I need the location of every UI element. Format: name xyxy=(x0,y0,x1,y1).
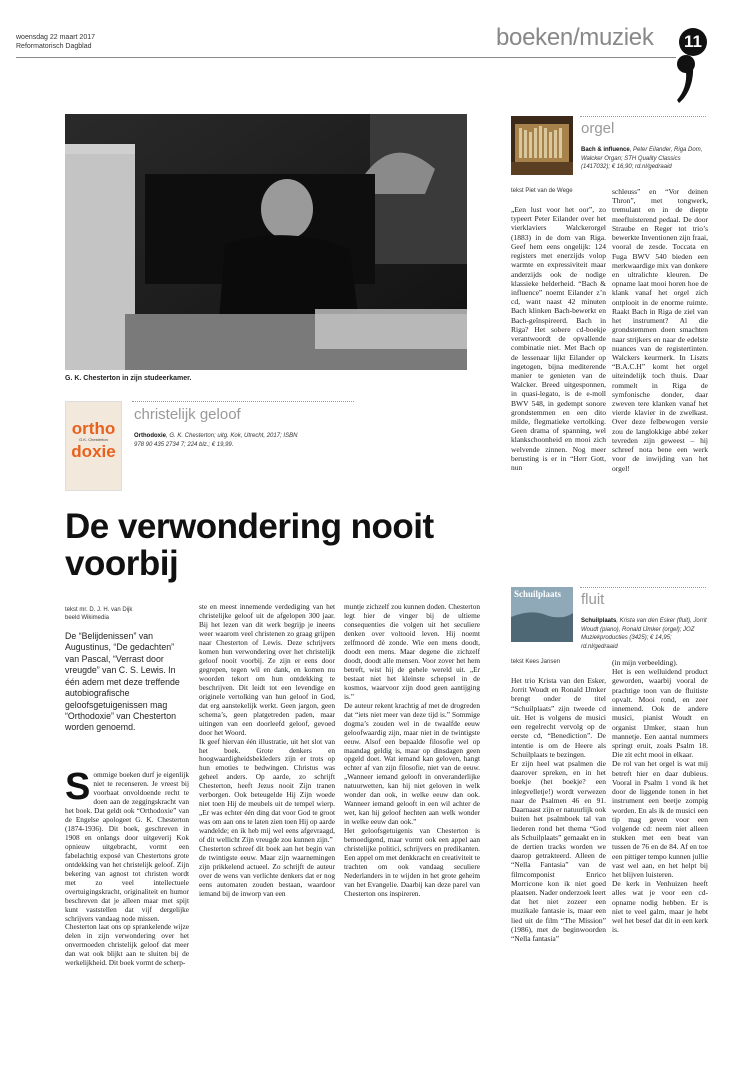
fluit-byline: tekst Kees Jansen xyxy=(511,659,561,665)
cover-title-bottom: doxie xyxy=(71,442,116,462)
fluit-cover-text: Schuilplaats xyxy=(514,589,562,599)
article-column-3: muntje zichzelf zou kunnen doden. Chesterton legt hier de vinger bij de ultieme consequenties die volgen uit het seculiere denken over voltooid leven. Hij noemt zelfmoord dé zonde. Wie een mens doodt, doodt een mens. Maar degene die zichzelf doodt, doodt alle mensen. Voor zover het hem betreft, wist hij de gehele wereld uit. „Er bestaat niet het kleinste schepsel in de kosmos, waarvoor zijn dood geen aantijging is.” De auteur rekent krachtig af met de drogreden dat “iets niet meer van deze tijd is.” Sommige dogma’s zouden wel in de twaalfde eeuw geloofwaardig zijn, maar niet in de twintigste eeuw. Alsof een bepaalde filosofie wel op maandag geldig is, maar op dinsdagen geen opgeld doet. Wat iemand kan geloven, hangt echter af van zijn filosofie, niet van de eeuw. „Wanneer iemand gelooft in onveranderlijke natuurwetten, kan hij niet geloven in welk wonder dan ook, in welke eeuw dan ook. Wanneer iemand gelooft in een wil achter de wet, kan hij geloof hechten aan welk wonder in welke eeuw dan ook.” Het geloofsgetuigenis van Chesterton is bemoedigend, maar vormt ook een appel aan christelijke politici, schrijvers en predikanten. Een appel om met denkkracht en creativiteit te trachten om ook vandaag seculiere Nederlanders in te wijden in het grote geheim van het Evangelie. Daarbij kan deze parel van Chesterton ons inspireren. xyxy=(344,603,480,898)
book-title: Orthodoxie xyxy=(134,433,167,439)
cover-title-top: ortho xyxy=(71,419,116,438)
fluit-cd-details: , Krista van den Esker (fluit), Jorrit Woudt (piano), Ronald IJmker (orgel); JOZ Muziekproducties (3425); € 14,95; rd.nl/gedraaid xyxy=(581,618,707,651)
fluit-cd-title: Schuilplaats xyxy=(581,618,617,624)
fluit-review-heading: fluit xyxy=(581,591,605,608)
fluit-cd-cover xyxy=(511,587,573,642)
book-review-rule xyxy=(132,401,354,402)
article-column-1-text: ommige boeken durf je eigenlijk niet te recenseren. Je vreest bij voorbaat onvoldoende recht te doen aan de zeggingskracht van het boek. Dat geldt ook “Orthodoxie” van de Engelse apologeet G. K. Chesterton (1874-1936). Dit boek, geschreven in 1908 en onlangs door uitgeverij Kok opnieuw uitgebracht, vormt een fabelachtig exposé van Chestertons grote ontdekking van het christelijk geloof. Zijn bekering van agnost tot christen wordt met zo veel intellectuele overtuigingskracht, originaliteit en humor beschreven dat je alleen maar met spijt kunt vaststellen dat vijf dergelijke schrijvers vandaag node missen. Chesterton laat ons op sprankelende wijze delen in zijn verwondering over het onvermoeden christelijk geloof dat meer dan wat ook blijkt aan te sluiten bij de werkelijkheid. Dit boek vormt de scherp- xyxy=(65,771,189,968)
page-number: 11 xyxy=(679,28,707,56)
orgel-column-2: schleuss” en “Vor deinen Thron”, met tongwerk, tremulant en in de diepte meefluisterend pedaal. De door Straube en Reger tot trio’s bewerkte Inventionen zijn fraai, vooral de zesde. Toccata en Fuga BWV 540 bieden een merkwaardige mix van donkere en ultralichte kleuren. De opname laat mooi horen hoe de klank vanaf het orgel zich ontplooit in de enorme ruimte. Raakt Bach in Riga de ziel van het instrument? Al die grondstemmen doen smachten naar strijkers en naar de edelste nuances van de registertinten. Walckers keurmerk. In Liszts “B.A.C.H” komt het orgel uiteindelijk toch thuis. Daar rommelt in Riga de symfonische donder, daar zweven tere klanken vanaf het vierde klavier in de zwelkast. Over deze felbewogen versie zou de langlokkige abbé zeker tevreden zijn geweest – hij schreef nota bene een werk voor de inwijding van het orgel! xyxy=(612,187,708,473)
byline-author: tekst mr. D. J. H. van Dijk xyxy=(65,607,133,613)
orgel-review-details xyxy=(581,146,707,172)
fluit-column-2: (in mijn verbeelding). Het is een welluidend product geworden, waarbij vooral de prachtige toon van de fluitiste opvalt. Mooi rond, en zeer innemend. Ook de andere musici, pianist Woudt en organist IJmker, staan hun mannetje. Een aantal nummers springt eruit, zoals Psalm 18. Die zit echt mooi in elkaar. De rol van het orgel is wat mij betreft hier en daar dubieus. Vooral in Psalm 1 vond ik het door de liggende tonen in het instrument een beetje zompig worden. En als ik de musici een tip mag geven voor een volgende cd: neem niet alleen stukken met een beat van tussen de 76 en de 84. Af en toe een pittiger tempo kunnen jullie vast wel aan, en het helpt bij het blijven luisteren. De kerk in Venhuizen heeft alles wat je voor een cd-opname nodig hebben. Er is niet te veel galm, maar je hebt wel het besef dat dit in een kerk is. xyxy=(612,658,708,935)
article-column-2: ste en meest innemende verdediging van het christelijke geloof uit de afgelopen 300 jaar. Bij het lezen van dit werk begrijp je ineens weer waarom veel christenen zo graag grijpen naar Chesterton of Lewis. Deze schrijvers komen hun verwondering over het christelijk geloof nooit voorbij. Ze zijn er eens door gegrepen, tegen wil en dank, en komen nu woorden tekort om hun ontdekking te beschrijven. Dit leidt tot een levendige en originele vertolking van hun geloof in God, dat erg aanstekelijk werkt. Geen jargon, geen schema’s, geen platgetreden paden, maar uitingen van een doorleefd geloof, gevoed door het Woord. Ik geef hiervan één illustratie, uit het slot van het boek. Grote denkers en hoogwaardigheidsbekleders zijn er trots op hun emoties te bedwingen. Christus was geheel anders. Op aarde, zo schrijft Chesterton, heeft Jezus nooit Zijn tranen verborgen. Ook beteugelde Hij Zijn woede niet toen Hij de meubels uit de tempel wierp. „Er was echter één ding dat voor God te groot was om aan ons te laten zien toen Hij op aarde wandelde; en ik heb mij wel eens afgevraagd, of dit wellicht Zijn vreugde zou kunnen zijn.” Chesterton schreef dit boek aan het begin van de twintigste eeuw. Maar zijn waarnemingen zijn prikkelend actueel. Zo schrijft de auteur over de wens van verlichte denkers dat er nog eens automaten zouden bestaan, waardoor iemand bij de inworp van een xyxy=(199,603,335,898)
orgel-byline: tekst Piet van de Wege xyxy=(511,188,573,194)
orgel-column-1: „Een lust voor het oor”, zo typeert Peter Eilander over het vierklaviers Walckerorgel (1883) in de dom van Riga. Geef hem eens ongelijk: 124 registers met enerzijds volop warmte en expressiviteit maar anderzijds ook de nodige klassieke helderheid. “Bach & influence” noemt Eilander z’n cd, want naast 42 minuten Bach klinken Bach-bewerkt en Bach-geïnspireerd. Bach in Riga? Het sobere cd-boekje verantwoordt de opvallende combinatie niet. Met Bach op de lessenaar lijkt Eilander op ingetogen, bijna mediterende manier te genieten van de Walcker. Breed uitgesponnen, in quasi-legato, is de e-moll BWV 548, in gedempt sonore grondstemmen en een dito milde, flegmatieke vertolking. Geen drama of spanning, wel klankschoonheid en mooi zich welvende zinnen. Nog meer berusting is er in “Herr Gott, nun xyxy=(511,205,606,473)
masthead-rule xyxy=(16,57,676,58)
orgel-cd-details: , Peter Eilander, Riga Dom, Walcker Organ; STH Quality Classics (1417032); € 16,90; rd.nl/gedraaid xyxy=(581,147,703,171)
article-column-1 xyxy=(65,771,189,1056)
book-review-heading: christelijk geloof xyxy=(134,406,241,423)
orgel-review-heading: orgel xyxy=(581,120,615,137)
article-byline xyxy=(65,606,132,623)
fluit-review-rule xyxy=(580,587,706,588)
article-intro: De “Belijdenissen” van Augustinus, “De gedachten” van Pascal, “Verrast door vreugde” van C. S. Lewis. In één adem met deze treffende autobiografische geloofsgetuigenissen mag “Orthodoxie” van Chesterton worden genoemd. xyxy=(65,631,180,733)
masthead-dateline xyxy=(16,34,95,52)
issue-date: woensdag 22 maart 2017 xyxy=(16,34,95,41)
cover-author: G.K. Chesterton xyxy=(79,437,108,442)
drop-cap: S xyxy=(65,771,91,808)
chesterton-photo xyxy=(65,114,467,370)
orgel-cd-cover xyxy=(511,116,573,175)
orgel-cd-title: Bach & influence xyxy=(581,147,630,153)
orgel-review-rule xyxy=(580,116,706,117)
book-details: , G. K. Chesterton; uitg. Kok, Utrecht, 2017; ISBN 978 90 435 2734 7; 224 blz.; € 19,99. xyxy=(134,433,298,448)
fluit-review-details xyxy=(581,617,707,652)
newspaper-name: Reformatorisch Dagblad xyxy=(16,42,92,50)
book-cover-orthodoxie xyxy=(65,401,122,491)
book-review-details xyxy=(134,432,304,449)
byline-image: beeld Wikimedia xyxy=(65,615,110,622)
comma-ornament-icon xyxy=(676,54,696,104)
fluit-column-1: Het trio Krista van den Esker, Jorrit Woudt en Ronald IJmker brengt onder de titel “Schuilplaats” zijn tweede cd uit. Het is volgens de musici een regelrecht vervolg op de eerste cd, “Benediction”. De intentie is om de Heere als Schuilplaats te bezingen. Er zijn heel wat psalmen die daarover spreken, en in het boekje (het boekje? een inlegvelletje!) wordt verwezen naar de Psalmen 46 en 91. Daarnaast zijn er natuurlijk ook buiten het psalmboek tal van liederen rond het thema “God als Schuilplaats” gemaakt en in de dertien tracks worden we daarop getrakteerd. Alleen de “Nella Fantasia” van de filmcomponist Enrico Morricone kon ik niet goed plaatsen. Nader onderzoek leert dat het niet zozeer een muzikale fantasie is, maar een lied uit de film “The Mission” (1986), met de beginwoorden “Nella fantasia” xyxy=(511,676,606,944)
section-title: boeken/muziek xyxy=(496,24,654,51)
photo-caption: G. K. Chesterton in zijn studeerkamer. xyxy=(65,375,192,382)
article-headline: De verwondering nooit voorbij xyxy=(65,507,434,584)
